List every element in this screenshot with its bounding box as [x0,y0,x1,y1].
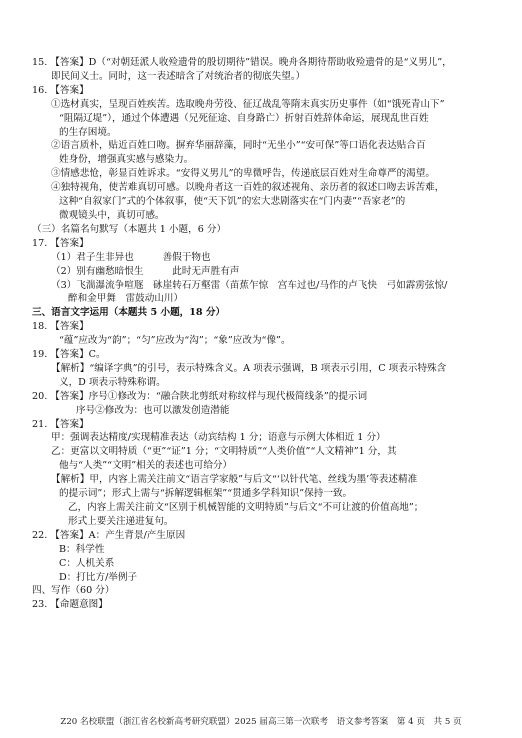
text-line: 即民间义士。同时，这一表述暗含了对统治者的彻底失望。） [51,70,306,82]
text-line: （3）飞湍瀑流争喧豗 砯崖转石万壑雷（苗蕉乍惊 宫车过也/马作的卢飞快 弓如霹雳弦惊/ [51,279,448,291]
text-line: 20. 【答案】序号①修改为：“融合陕北剪纸对称纹样与现代极简线条”的提示词 [32,390,368,402]
text-line: D：打比方/举例子 [59,571,138,583]
text-line: （1）君子生非异也 善假于物也 [51,251,211,263]
text-line: 22. 【答案】A：产生背景/产生原因 [32,529,186,541]
text-line: ③情感悲怆，彰显百姓诉求。“安得义男儿”的卑微呼告，传递底层百姓对生命尊严的渴望。 [51,168,435,180]
text-line: ④独特视角，使苦难真切可感。以晚舟者这一百姓的叙述视角、亲历者的叙述口吻去诉苦难， [51,182,445,194]
text-line: ②语言质朴，贴近百姓口吻。摒弃华丽辞藻，同时“无坐小”“安可保”等口语化表达贴合百 [51,140,426,152]
text-line: 姓身份，增强真实感与感染力。 [59,154,194,166]
text-line: C：人机关系 [59,557,115,569]
text-line: 19. 【答案】C。 [32,349,106,361]
text-line: 的生存困境。 [59,126,117,138]
text-line: 的提示词”；形式上需与“拆解逻辑框架”“贯通多学科知识”保持一致。 [59,488,353,500]
text-line: 醉和金甲舞 雷鼓动山川） [68,293,184,305]
text-line: （2）别有幽愁暗恨生 此时无声胜有声 [51,265,240,277]
text-line: 义，D 项表示特殊称谓。 [59,376,166,388]
text-line: 他与“人类”“文明”相关的表述也可给分） [59,460,233,472]
text-line: “阻隔辽堤”），通过个体遭遇（兄死征途、自身路亡）折射百姓辞体命运，展现乱世百姓 [59,112,429,124]
text-line: 16. 【答案】 [32,84,89,96]
text-line: 序号②修改为：也可以激发创造潜能 [76,404,230,416]
text-line: 【解析】“编译字典”的引号，表示特殊含义。A 项表示强调，B 项表示引用，C 项表示特殊含 [51,362,447,374]
text-line: 15. 【答案】D（“对朝廷派人收殓遗骨的殷切期待”错误。晚舟各期待帮助收殓遗骨的是“义男儿”， [32,57,452,68]
text-line: 三、语言文字运用（本题共 5 小题，18 分） [32,307,226,319]
text-line: 21. 【答案】 [32,418,89,430]
text-line: 18. 【答案】 [32,321,89,333]
page-footer: Z20 名校联盟（浙江省名校新高考研究联盟）2025 届高三第一次联考 语文参考答案 第 4 页 共 5 页 [60,717,462,727]
text-line: 23. 【命题意图】 [32,599,108,611]
text-line: （三）名篇名句默写（本题共 1 小题，6 分） [32,223,227,235]
text-line: 乙，内容上需关注前文“区别于机械智能的文明特质”与后文“不可让渡的价值高地”； [68,502,424,513]
text-line: 微观镜头中，真切可感。 [59,209,165,221]
text-line: 形式上要关注递进复句。 [68,515,174,527]
text-line: 这种“自叙家门”式的个体叙事，使“天下饥”的宏大悲剧落实在“门内妻”“吾家老”的 [59,196,406,208]
text-line: 【解析】甲，内容上需关注前文“语言学家般”与后文“‘以针代笔、丝线为墨’等表述精准 [51,474,418,486]
text-line: 甲：强调表达精度/实现精准表达（动宾结构 1 分；语意与示例大体相近 1 分） [51,432,386,444]
text-line: 四、写作（60 分） [32,585,115,597]
text-line: B：科学性 [59,543,105,555]
text-line: 乙：更富以文明特质（“更”“证”1 分；“文明特质”“人类价值”“人文精神”1 分，其 [51,446,397,458]
text-line: 17. 【答案】 [32,237,89,249]
answer-key-body [32,56,492,612]
text-line: “蕴”应改为“韵”；“匀”应改为“沟”；“象”应改为“像”。 [59,335,291,347]
text-line: ①选材真实，呈现百姓疾苦。选取晚舟劳役、征辽战乱等隋末真实历史事件（如“饿死青山下” [51,98,445,110]
